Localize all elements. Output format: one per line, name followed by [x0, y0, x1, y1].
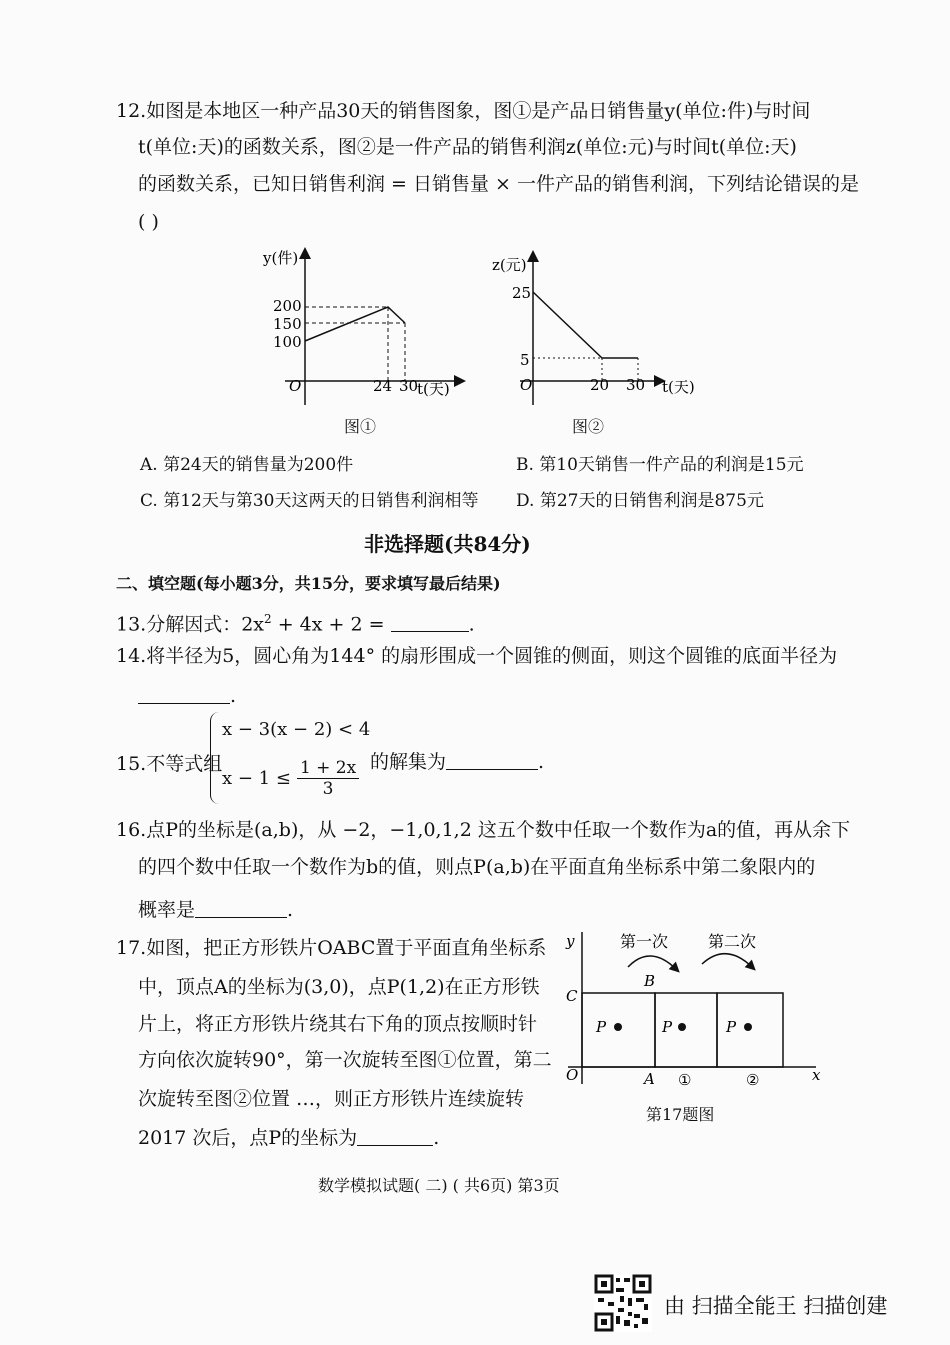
q17-line5: 次旋转至图②位置 …，则正方形铁片连续旋转: [138, 1088, 525, 1110]
q16-answer-blank[interactable]: [195, 899, 287, 918]
label-y: y: [566, 932, 575, 950]
label-position-2: ②: [746, 1071, 760, 1089]
graph1-ytick: 100: [273, 333, 302, 351]
graph1-caption: 图①: [344, 417, 377, 436]
q14-line2: .: [138, 684, 236, 708]
graph2-xtick: 20: [590, 376, 610, 394]
q17-line1: 17.如图，把正方形铁片OABC置于平面直角坐标系: [116, 937, 547, 959]
q12-line1: 12.如图是本地区一种产品30天的销售图象，图①是产品日销售量y(单位:件)与时间: [116, 100, 811, 122]
choice-c: C. 第12天与第30天这两天的日销售利润相等: [140, 491, 479, 511]
q13: 13.分解因式：$2x^2 + 4x + 2$ = .: [116, 612, 475, 636]
label-o: O: [566, 1066, 579, 1084]
page-footer: 数学模拟试题( 二) ( 共6页) 第3页: [318, 1176, 560, 1195]
label-c: C: [566, 987, 578, 1005]
label-p: P: [726, 1018, 737, 1036]
q13-answer-blank[interactable]: [391, 613, 469, 632]
q17-figure: [558, 922, 833, 1102]
label-x: x: [812, 1066, 821, 1084]
q17-answer-blank[interactable]: [357, 1127, 433, 1146]
choice-b: B. 第10天销售一件产品的利润是15元: [516, 455, 804, 475]
section-title: 非选择题(共84分): [364, 532, 531, 556]
q14-line1: 14.将半径为5，圆心角为144° 的扇形围成一个圆锥的侧面，则这个圆锥的底面半径为: [116, 645, 838, 667]
q15-answer-blank[interactable]: [446, 751, 538, 770]
label-a: A: [644, 1070, 655, 1088]
graph1-origin: O: [289, 377, 302, 395]
graph1-xlabel: t(天): [417, 380, 450, 398]
graph1-xtick: 24: [373, 377, 393, 395]
q17-caption: 第17题图: [646, 1105, 715, 1124]
q12-line2: t(单位:天)的函数关系，图②是一件产品的销售利润z(单位:元)与时间t(单位:天): [138, 136, 797, 158]
graph2-xlabel: t(天): [662, 378, 695, 396]
graph2-origin: O: [520, 376, 533, 394]
q17-line3: 片上，将正方形铁片绕其右下角的顶点按顺时针: [138, 1013, 538, 1035]
label-p: P: [596, 1018, 607, 1036]
graph1: [255, 245, 475, 415]
graph2-ytick: 25: [512, 284, 532, 302]
q16-line3: 概率是 .: [138, 899, 294, 921]
q16-line2: 的四个数中任取一个数作为b的值，则点P(a,b)在平面直角坐标系中第二象限内的: [138, 856, 816, 878]
graph1-xtick: 30: [399, 377, 419, 395]
q15-ineq2: x − 1 ≤ $\frac{1 + 2x}{3}$: [222, 758, 359, 799]
q12-answer-paren: ( ): [138, 211, 159, 233]
rotation-arrow-2: [702, 954, 752, 967]
q12-line3: 的函数关系，已知日销售利润 = 日销售量 × 一件产品的销售利润，下列结论错误的是: [138, 173, 860, 195]
q15-brace: [210, 712, 219, 804]
graph2-ytick: 5: [520, 351, 530, 369]
label-p: P: [662, 1018, 673, 1036]
q15-suffix: 的解集为 .: [370, 751, 545, 773]
choice-a: A. 第24天的销售量为200件: [140, 455, 354, 475]
graph1-ylabel: y(件): [263, 249, 299, 267]
graph1-ytick: 200: [273, 297, 302, 315]
label-position-1: ①: [678, 1071, 692, 1089]
q15-ineq1: x − 3(x − 2) < 4: [222, 719, 371, 740]
graph1-sales-line: [305, 307, 405, 341]
graph2: [490, 250, 710, 415]
graph1-ytick: 150: [273, 315, 302, 333]
q17-line4: 方向依次旋转90°，第一次旋转至图①位置，第二: [138, 1049, 552, 1071]
q17-line6: 2017 次后，点P的坐标为 .: [138, 1127, 440, 1149]
graph2-xtick: 30: [626, 376, 646, 394]
label-second: 第二次: [708, 932, 757, 951]
label-first: 第一次: [620, 932, 669, 951]
part2-heading: 二、填空题(每小题3分，共15分，要求填写最后结果): [116, 574, 501, 593]
qr-code-icon: [594, 1274, 652, 1332]
graph2-profit-line: [533, 292, 638, 358]
q14-answer-blank[interactable]: [138, 685, 230, 704]
q17-line2: 中，顶点A的坐标为(3,0)，点P(1,2)在正方形铁: [138, 976, 540, 998]
q16-line1: 16.点P的坐标是(a,b)，从 −2，−1,0,1,2 这五个数中任取一个数作为a的值，再从余下: [116, 819, 851, 841]
choice-d: D. 第27天的日销售利润是875元: [516, 491, 764, 511]
rotation-arrow-1: [628, 956, 676, 969]
label-b: B: [644, 972, 656, 990]
q15-prefix: 15.不等式组: [116, 753, 223, 775]
graph2-caption: 图②: [572, 417, 605, 436]
graph2-ylabel: z(元): [492, 256, 527, 274]
scanner-watermark: 由 扫描全能王 扫描创建: [664, 1294, 888, 1318]
